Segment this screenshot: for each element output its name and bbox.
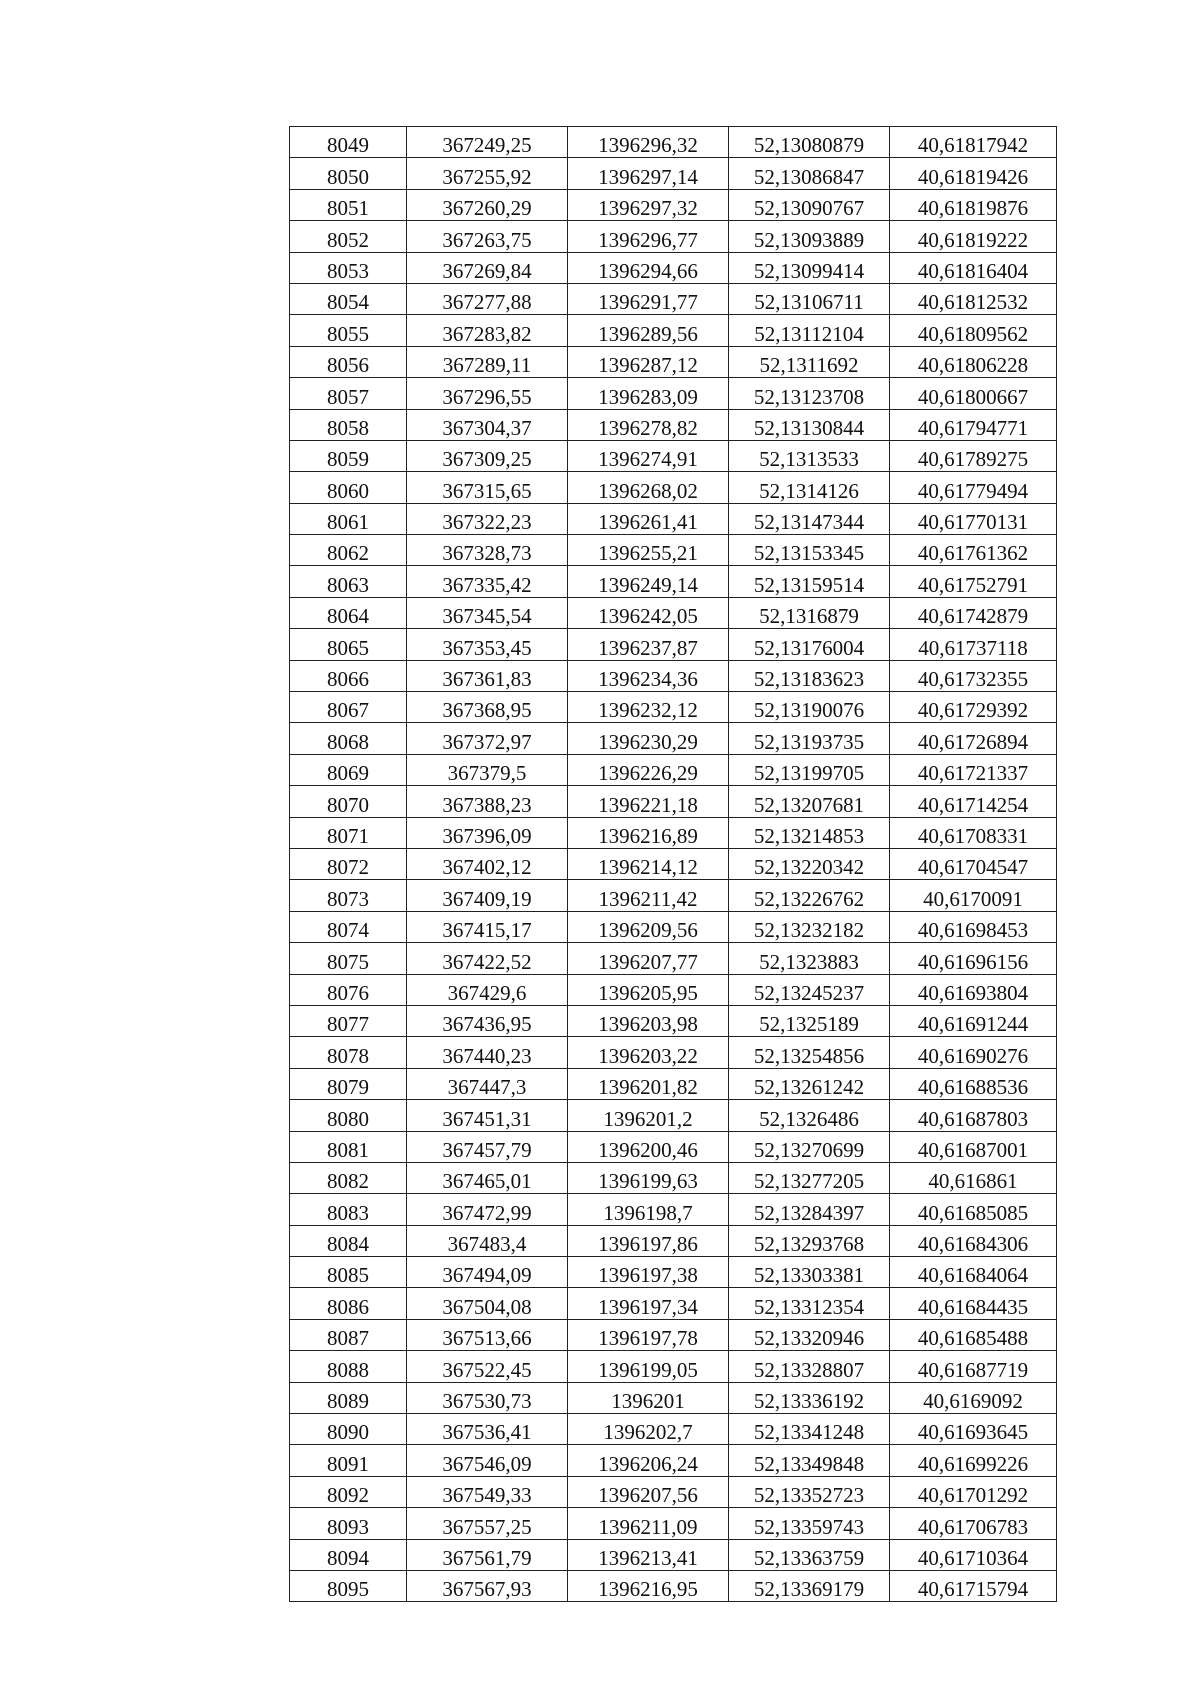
x-coordinate-cell: 367260,29 [407,189,568,220]
point-number-cell: 8054 [290,283,407,314]
table-row [290,1162,1057,1193]
table-row [290,1319,1057,1350]
y-coordinate-cell: 1396203,98 [568,1005,729,1036]
longitude-cell: 40,61761362 [890,535,1057,566]
latitude-cell: 52,13303381 [729,1257,890,1288]
latitude-cell: 52,1311692 [729,346,890,377]
latitude-cell: 52,13190076 [729,692,890,723]
y-coordinate-cell: 1396216,89 [568,817,729,848]
latitude-cell: 52,13099414 [729,252,890,283]
x-coordinate-cell: 367436,95 [407,1005,568,1036]
longitude-cell: 40,61721337 [890,754,1057,785]
y-coordinate-cell: 1396234,36 [568,660,729,691]
table-row [290,252,1057,283]
y-coordinate-cell: 1396268,02 [568,472,729,503]
point-number-cell: 8083 [290,1194,407,1225]
x-coordinate-cell: 367422,52 [407,943,568,974]
y-coordinate-cell: 1396201,2 [568,1100,729,1131]
y-coordinate-cell: 1396242,05 [568,597,729,628]
x-coordinate-cell: 367283,82 [407,315,568,346]
table-row [290,974,1057,1005]
x-coordinate-cell: 367504,08 [407,1288,568,1319]
table-row [290,1005,1057,1036]
table-row [290,1414,1057,1445]
x-coordinate-cell: 367379,5 [407,754,568,785]
y-coordinate-cell: 1396291,77 [568,283,729,314]
point-number-cell: 8064 [290,597,407,628]
point-number-cell: 8093 [290,1508,407,1539]
x-coordinate-cell: 367304,37 [407,409,568,440]
longitude-cell: 40,61794771 [890,409,1057,440]
x-coordinate-cell: 367315,65 [407,472,568,503]
y-coordinate-cell: 1396255,21 [568,535,729,566]
latitude-cell: 52,13232182 [729,911,890,942]
longitude-cell: 40,61706783 [890,1508,1057,1539]
y-coordinate-cell: 1396226,29 [568,754,729,785]
point-number-cell: 8074 [290,911,407,942]
latitude-cell: 52,13359743 [729,1508,890,1539]
x-coordinate-cell: 367546,09 [407,1445,568,1476]
point-number-cell: 8080 [290,1100,407,1131]
x-coordinate-cell: 367309,25 [407,440,568,471]
y-coordinate-cell: 1396201 [568,1382,729,1413]
y-coordinate-cell: 1396297,14 [568,158,729,189]
y-coordinate-cell: 1396283,09 [568,378,729,409]
latitude-cell: 52,13293768 [729,1225,890,1256]
longitude-cell: 40,616861 [890,1162,1057,1193]
latitude-cell: 52,13270699 [729,1131,890,1162]
longitude-cell: 40,61732355 [890,660,1057,691]
latitude-cell: 52,13369179 [729,1570,890,1601]
latitude-cell: 52,13254856 [729,1037,890,1068]
point-number-cell: 8085 [290,1257,407,1288]
longitude-cell: 40,61770131 [890,503,1057,534]
table-row [290,1068,1057,1099]
y-coordinate-cell: 1396197,38 [568,1257,729,1288]
x-coordinate-cell: 367269,84 [407,252,568,283]
x-coordinate-cell: 367277,88 [407,283,568,314]
y-coordinate-cell: 1396297,32 [568,189,729,220]
latitude-cell: 52,13199705 [729,754,890,785]
x-coordinate-cell: 367447,3 [407,1068,568,1099]
latitude-cell: 52,13112104 [729,315,890,346]
table-row [290,723,1057,754]
coordinates-table-body [290,127,1057,1602]
x-coordinate-cell: 367296,55 [407,378,568,409]
x-coordinate-cell: 367440,23 [407,1037,568,1068]
latitude-cell: 52,13220342 [729,848,890,879]
x-coordinate-cell: 367361,83 [407,660,568,691]
x-coordinate-cell: 367372,97 [407,723,568,754]
table-row [290,535,1057,566]
latitude-cell: 52,13207681 [729,786,890,817]
table-row [290,409,1057,440]
point-number-cell: 8073 [290,880,407,911]
point-number-cell: 8053 [290,252,407,283]
point-number-cell: 8075 [290,943,407,974]
longitude-cell: 40,61693645 [890,1414,1057,1445]
table-row [290,283,1057,314]
table-row [290,848,1057,879]
latitude-cell: 52,13352723 [729,1476,890,1507]
table-row [290,1351,1057,1382]
table-row [290,1194,1057,1225]
y-coordinate-cell: 1396213,41 [568,1539,729,1570]
latitude-cell: 52,13086847 [729,158,890,189]
longitude-cell: 40,61715794 [890,1570,1057,1601]
latitude-cell: 52,13080879 [729,127,890,158]
table-row [290,566,1057,597]
longitude-cell: 40,61684064 [890,1257,1057,1288]
point-number-cell: 8092 [290,1476,407,1507]
x-coordinate-cell: 367483,4 [407,1225,568,1256]
document-page [289,126,1056,1602]
point-number-cell: 8070 [290,786,407,817]
table-row [290,1539,1057,1570]
point-number-cell: 8068 [290,723,407,754]
point-number-cell: 8050 [290,158,407,189]
latitude-cell: 52,13277205 [729,1162,890,1193]
longitude-cell: 40,61714254 [890,786,1057,817]
point-number-cell: 8061 [290,503,407,534]
longitude-cell: 40,6170091 [890,880,1057,911]
coordinates-table [289,126,1057,1602]
longitude-cell: 40,61685488 [890,1319,1057,1350]
x-coordinate-cell: 367402,12 [407,848,568,879]
point-number-cell: 8087 [290,1319,407,1350]
table-row [290,158,1057,189]
longitude-cell: 40,61819222 [890,221,1057,252]
longitude-cell: 40,61708331 [890,817,1057,848]
longitude-cell: 40,61710364 [890,1539,1057,1570]
y-coordinate-cell: 1396203,22 [568,1037,729,1068]
table-row [290,1382,1057,1413]
latitude-cell: 52,13183623 [729,660,890,691]
x-coordinate-cell: 367328,73 [407,535,568,566]
y-coordinate-cell: 1396197,78 [568,1319,729,1350]
point-number-cell: 8084 [290,1225,407,1256]
x-coordinate-cell: 367465,01 [407,1162,568,1193]
x-coordinate-cell: 367429,6 [407,974,568,1005]
longitude-cell: 40,61687001 [890,1131,1057,1162]
y-coordinate-cell: 1396294,66 [568,252,729,283]
x-coordinate-cell: 367345,54 [407,597,568,628]
latitude-cell: 52,13284397 [729,1194,890,1225]
table-row [290,786,1057,817]
latitude-cell: 52,13159514 [729,566,890,597]
latitude-cell: 52,13214853 [729,817,890,848]
y-coordinate-cell: 1396201,82 [568,1068,729,1099]
point-number-cell: 8051 [290,189,407,220]
latitude-cell: 52,13349848 [729,1445,890,1476]
latitude-cell: 52,13147344 [729,503,890,534]
y-coordinate-cell: 1396278,82 [568,409,729,440]
table-row [290,346,1057,377]
table-row [290,378,1057,409]
point-number-cell: 8088 [290,1351,407,1382]
latitude-cell: 52,13328807 [729,1351,890,1382]
y-coordinate-cell: 1396296,77 [568,221,729,252]
longitude-cell: 40,61817942 [890,127,1057,158]
table-row [290,221,1057,252]
point-number-cell: 8065 [290,629,407,660]
y-coordinate-cell: 1396216,95 [568,1570,729,1601]
point-number-cell: 8078 [290,1037,407,1068]
longitude-cell: 40,61819426 [890,158,1057,189]
y-coordinate-cell: 1396207,77 [568,943,729,974]
point-number-cell: 8059 [290,440,407,471]
table-row [290,503,1057,534]
x-coordinate-cell: 367353,45 [407,629,568,660]
y-coordinate-cell: 1396211,09 [568,1508,729,1539]
point-number-cell: 8060 [290,472,407,503]
x-coordinate-cell: 367472,99 [407,1194,568,1225]
x-coordinate-cell: 367335,42 [407,566,568,597]
latitude-cell: 52,13312354 [729,1288,890,1319]
y-coordinate-cell: 1396197,34 [568,1288,729,1319]
y-coordinate-cell: 1396202,7 [568,1414,729,1445]
x-coordinate-cell: 367322,23 [407,503,568,534]
y-coordinate-cell: 1396205,95 [568,974,729,1005]
point-number-cell: 8076 [290,974,407,1005]
x-coordinate-cell: 367255,92 [407,158,568,189]
longitude-cell: 40,6169092 [890,1382,1057,1413]
latitude-cell: 52,13363759 [729,1539,890,1570]
x-coordinate-cell: 367451,31 [407,1100,568,1131]
table-row [290,1131,1057,1162]
latitude-cell: 52,13123708 [729,378,890,409]
y-coordinate-cell: 1396198,7 [568,1194,729,1225]
latitude-cell: 52,13341248 [729,1414,890,1445]
point-number-cell: 8079 [290,1068,407,1099]
y-coordinate-cell: 1396232,12 [568,692,729,723]
x-coordinate-cell: 367494,09 [407,1257,568,1288]
table-row [290,1476,1057,1507]
latitude-cell: 52,13106711 [729,283,890,314]
table-row [290,440,1057,471]
x-coordinate-cell: 367567,93 [407,1570,568,1601]
longitude-cell: 40,61687719 [890,1351,1057,1382]
y-coordinate-cell: 1396230,29 [568,723,729,754]
point-number-cell: 8090 [290,1414,407,1445]
point-number-cell: 8057 [290,378,407,409]
table-row [290,660,1057,691]
latitude-cell: 52,1325189 [729,1005,890,1036]
y-coordinate-cell: 1396214,12 [568,848,729,879]
table-row [290,943,1057,974]
x-coordinate-cell: 367368,95 [407,692,568,723]
y-coordinate-cell: 1396207,56 [568,1476,729,1507]
table-row [290,597,1057,628]
point-number-cell: 8063 [290,566,407,597]
longitude-cell: 40,61696156 [890,943,1057,974]
y-coordinate-cell: 1396197,86 [568,1225,729,1256]
latitude-cell: 52,13261242 [729,1068,890,1099]
x-coordinate-cell: 367409,19 [407,880,568,911]
latitude-cell: 52,1314126 [729,472,890,503]
longitude-cell: 40,61729392 [890,692,1057,723]
point-number-cell: 8066 [290,660,407,691]
point-number-cell: 8055 [290,315,407,346]
point-number-cell: 8049 [290,127,407,158]
x-coordinate-cell: 367457,79 [407,1131,568,1162]
table-row [290,127,1057,158]
longitude-cell: 40,61742879 [890,597,1057,628]
latitude-cell: 52,13176004 [729,629,890,660]
point-number-cell: 8071 [290,817,407,848]
x-coordinate-cell: 367513,66 [407,1319,568,1350]
y-coordinate-cell: 1396249,14 [568,566,729,597]
x-coordinate-cell: 367557,25 [407,1508,568,1539]
latitude-cell: 52,13245237 [729,974,890,1005]
y-coordinate-cell: 1396199,63 [568,1162,729,1193]
x-coordinate-cell: 367549,33 [407,1476,568,1507]
longitude-cell: 40,61688536 [890,1068,1057,1099]
point-number-cell: 8091 [290,1445,407,1476]
y-coordinate-cell: 1396296,32 [568,127,729,158]
y-coordinate-cell: 1396200,46 [568,1131,729,1162]
point-number-cell: 8056 [290,346,407,377]
table-row [290,472,1057,503]
point-number-cell: 8072 [290,848,407,879]
longitude-cell: 40,61819876 [890,189,1057,220]
x-coordinate-cell: 367522,45 [407,1351,568,1382]
table-row [290,692,1057,723]
point-number-cell: 8069 [290,754,407,785]
y-coordinate-cell: 1396211,42 [568,880,729,911]
point-number-cell: 8067 [290,692,407,723]
y-coordinate-cell: 1396287,12 [568,346,729,377]
y-coordinate-cell: 1396209,56 [568,911,729,942]
longitude-cell: 40,61687803 [890,1100,1057,1131]
table-row [290,315,1057,346]
longitude-cell: 40,61684435 [890,1288,1057,1319]
table-row [290,1037,1057,1068]
longitude-cell: 40,61701292 [890,1476,1057,1507]
latitude-cell: 52,1316879 [729,597,890,628]
longitude-cell: 40,61726894 [890,723,1057,754]
point-number-cell: 8062 [290,535,407,566]
table-row [290,1225,1057,1256]
latitude-cell: 52,13093889 [729,221,890,252]
x-coordinate-cell: 367530,73 [407,1382,568,1413]
longitude-cell: 40,61789275 [890,440,1057,471]
x-coordinate-cell: 367396,09 [407,817,568,848]
table-row [290,1445,1057,1476]
longitude-cell: 40,61690276 [890,1037,1057,1068]
longitude-cell: 40,61779494 [890,472,1057,503]
latitude-cell: 52,13193735 [729,723,890,754]
table-row [290,629,1057,660]
y-coordinate-cell: 1396199,05 [568,1351,729,1382]
table-row [290,754,1057,785]
point-number-cell: 8081 [290,1131,407,1162]
latitude-cell: 52,13153345 [729,535,890,566]
longitude-cell: 40,61806228 [890,346,1057,377]
longitude-cell: 40,61812532 [890,283,1057,314]
table-row [290,817,1057,848]
point-number-cell: 8095 [290,1570,407,1601]
table-row [290,1288,1057,1319]
y-coordinate-cell: 1396274,91 [568,440,729,471]
longitude-cell: 40,61698453 [890,911,1057,942]
x-coordinate-cell: 367561,79 [407,1539,568,1570]
latitude-cell: 52,13336192 [729,1382,890,1413]
longitude-cell: 40,61691244 [890,1005,1057,1036]
latitude-cell: 52,1326486 [729,1100,890,1131]
x-coordinate-cell: 367388,23 [407,786,568,817]
longitude-cell: 40,61704547 [890,848,1057,879]
point-number-cell: 8094 [290,1539,407,1570]
point-number-cell: 8052 [290,221,407,252]
latitude-cell: 52,1323883 [729,943,890,974]
x-coordinate-cell: 367249,25 [407,127,568,158]
latitude-cell: 52,13320946 [729,1319,890,1350]
y-coordinate-cell: 1396261,41 [568,503,729,534]
point-number-cell: 8089 [290,1382,407,1413]
y-coordinate-cell: 1396206,24 [568,1445,729,1476]
longitude-cell: 40,61737118 [890,629,1057,660]
latitude-cell: 52,1313533 [729,440,890,471]
y-coordinate-cell: 1396221,18 [568,786,729,817]
latitude-cell: 52,13130844 [729,409,890,440]
longitude-cell: 40,61685085 [890,1194,1057,1225]
table-row [290,1100,1057,1131]
longitude-cell: 40,61699226 [890,1445,1057,1476]
longitude-cell: 40,61684306 [890,1225,1057,1256]
latitude-cell: 52,13090767 [729,189,890,220]
latitude-cell: 52,13226762 [729,880,890,911]
longitude-cell: 40,61693804 [890,974,1057,1005]
longitude-cell: 40,61752791 [890,566,1057,597]
x-coordinate-cell: 367289,11 [407,346,568,377]
longitude-cell: 40,61800667 [890,378,1057,409]
longitude-cell: 40,61816404 [890,252,1057,283]
table-row [290,1257,1057,1288]
table-row [290,911,1057,942]
y-coordinate-cell: 1396237,87 [568,629,729,660]
table-row [290,1508,1057,1539]
x-coordinate-cell: 367415,17 [407,911,568,942]
point-number-cell: 8058 [290,409,407,440]
table-row [290,880,1057,911]
point-number-cell: 8086 [290,1288,407,1319]
y-coordinate-cell: 1396289,56 [568,315,729,346]
x-coordinate-cell: 367536,41 [407,1414,568,1445]
point-number-cell: 8077 [290,1005,407,1036]
point-number-cell: 8082 [290,1162,407,1193]
table-row [290,189,1057,220]
table-row [290,1570,1057,1601]
longitude-cell: 40,61809562 [890,315,1057,346]
x-coordinate-cell: 367263,75 [407,221,568,252]
